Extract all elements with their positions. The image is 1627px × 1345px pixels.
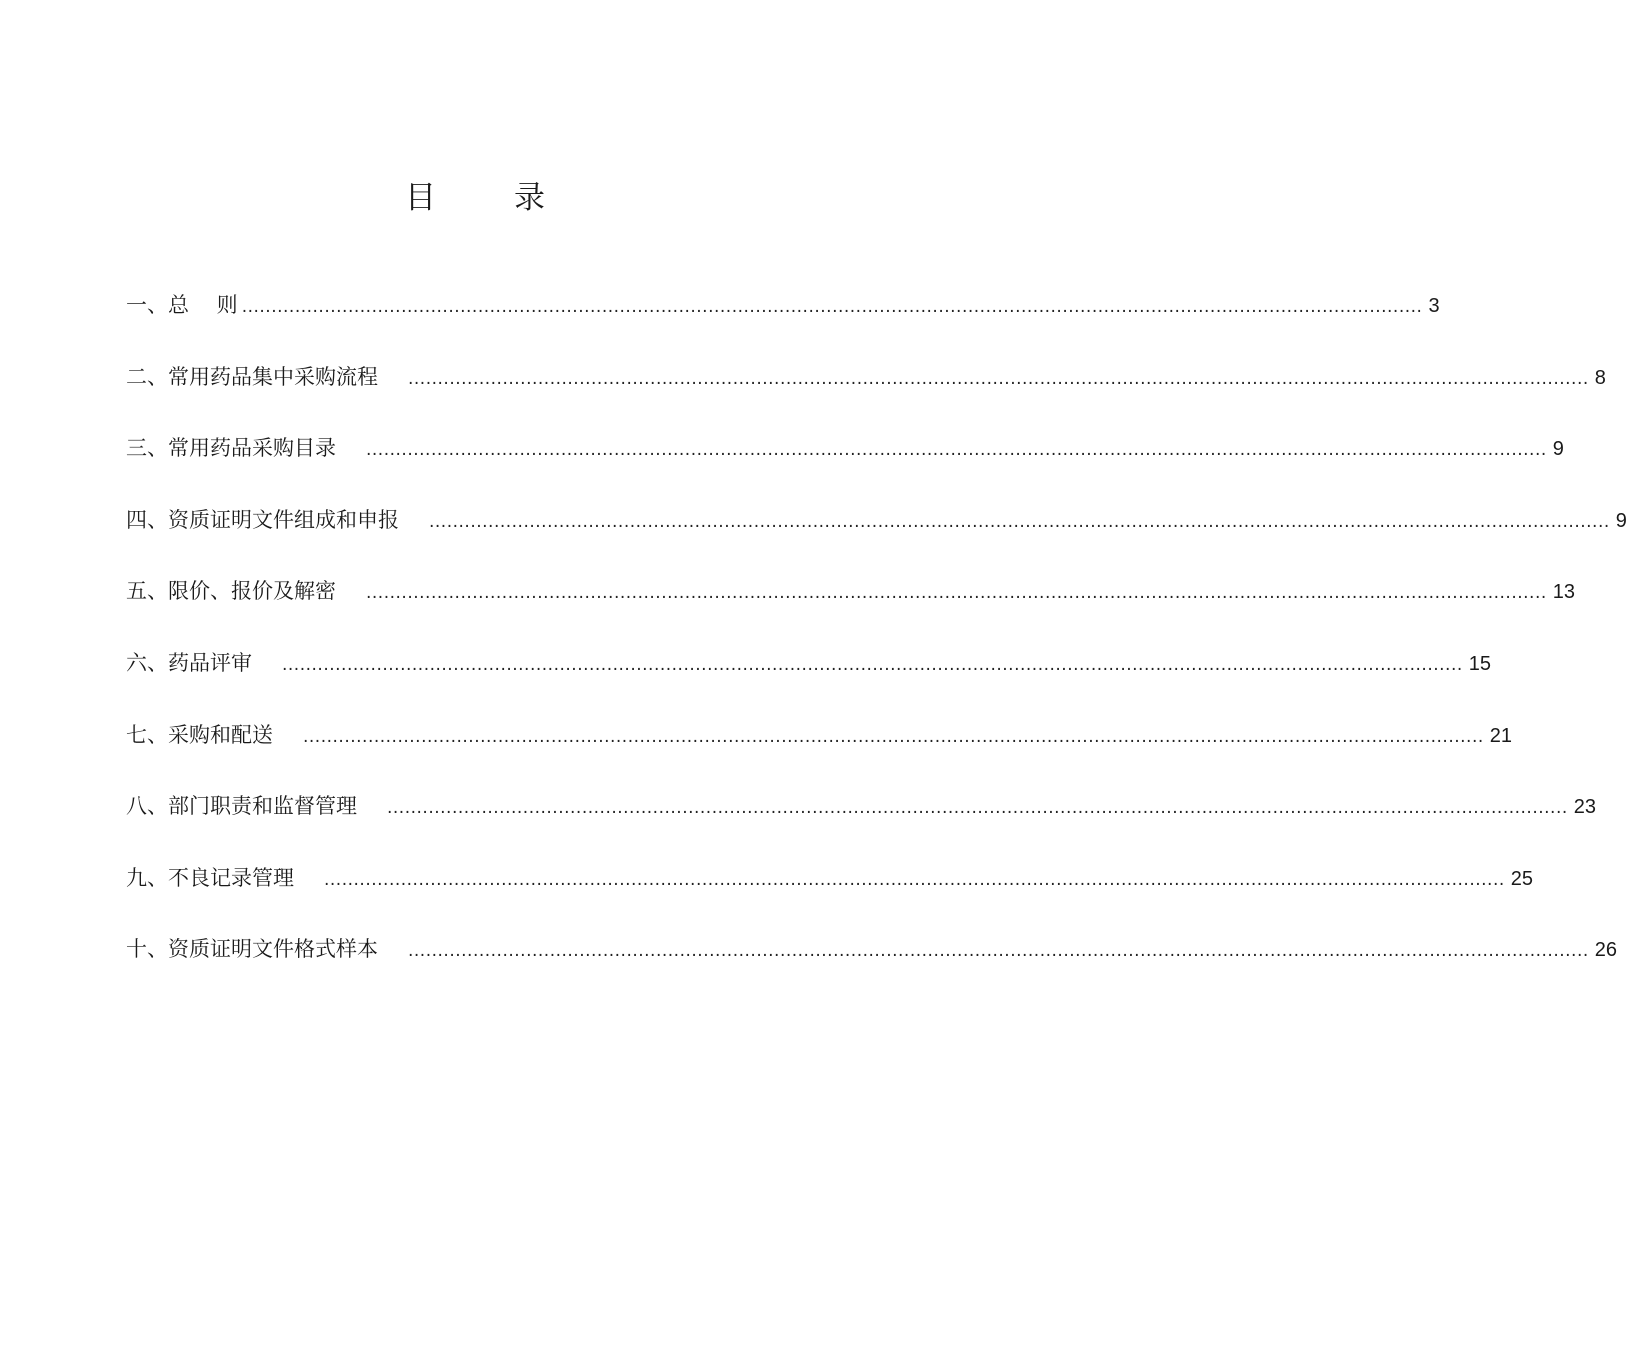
toc-entry-page: 13 [1552, 581, 1576, 604]
toc-entry-page: 15 [1468, 652, 1492, 675]
toc-entry-label: 二、常用药品集中采购流程 [126, 364, 378, 389]
toc-entry-page: 25 [1510, 867, 1534, 890]
toc-entry[interactable] [126, 718, 1513, 790]
toc-entry-page: 9 [1615, 509, 1627, 532]
toc-leader-dots: ........................................................................................................................................................................................................ [282, 654, 1463, 675]
toc-leader-dots: ........................................................................................................................................................................................................ [366, 440, 1547, 461]
toc-entry[interactable] [126, 431, 1564, 503]
toc-entry[interactable] [126, 861, 1534, 933]
toc-entry-label: 四、资质证明文件组成和申报 [126, 507, 399, 532]
toc-entry[interactable] [126, 360, 1606, 432]
toc-entry-label: 一、总 则 [126, 293, 238, 317]
toc-leader-dots: ........................................................................................................................................................................................................ [366, 583, 1547, 604]
toc-leader-dots: ........................................................................................................................................................................................................ [387, 798, 1568, 819]
toc-entry[interactable] [126, 789, 1597, 861]
toc-entry-page: 8 [1594, 366, 1606, 389]
toc-title [0, 172, 950, 217]
toc-leader-dots: ........................................................................................................................................................................................................ [408, 941, 1589, 962]
toc-entry-label: 三、常用药品采购目录 [126, 436, 336, 461]
toc-title-char-2: 录 [514, 180, 545, 216]
toc-title-char-1: 目 [405, 180, 436, 216]
toc-entry-page: 21 [1489, 724, 1513, 747]
toc-entry-label: 五、限价、报价及解密 [126, 579, 336, 604]
toc-entry-label: 七、采购和配送 [126, 722, 273, 747]
toc-entry[interactable] [126, 574, 1576, 646]
toc-entry[interactable] [126, 503, 1627, 575]
toc-entry-label: 六、药品评审 [126, 650, 252, 675]
toc-entry-page: 9 [1552, 438, 1564, 461]
toc-entry[interactable] [126, 932, 1618, 1004]
toc-entry-label: 十、资质证明文件格式样本 [126, 937, 378, 962]
toc-leader-dots: ........................................................................................................................................................................................................ [324, 869, 1505, 890]
toc-entry[interactable] [126, 288, 1440, 360]
toc-leader-dots: ........................................................................................................................................................................................................ [408, 368, 1589, 389]
toc-entry-page: 26 [1594, 939, 1618, 962]
toc-entry-page: 3 [1428, 295, 1440, 317]
toc-leader-dots: ........................................................................................................................................................................................................ [429, 511, 1610, 532]
toc-entry-label: 八、部门职责和监督管理 [126, 794, 357, 819]
table-of-contents [126, 288, 1627, 1004]
toc-entry-label: 九、不良记录管理 [126, 865, 294, 890]
toc-leader-dots: ........................................................................................................................................................................................................ [241, 297, 1423, 317]
toc-entry[interactable] [126, 646, 1492, 718]
toc-leader-dots: ........................................................................................................................................................................................................ [303, 726, 1484, 747]
toc-entry-page: 23 [1573, 796, 1597, 819]
